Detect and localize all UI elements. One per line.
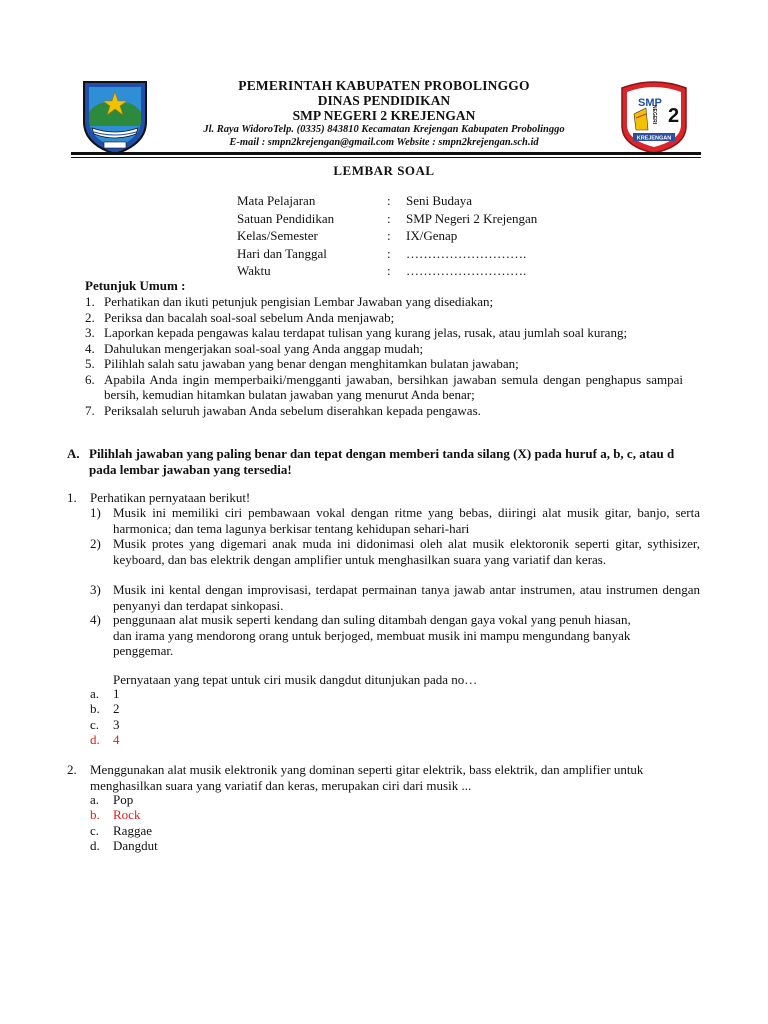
statement-number: 1) xyxy=(90,505,101,520)
option-letter: c. xyxy=(90,717,100,732)
instruction-text: Periksalah seluruh jawaban Anda sebelum diserahkan kepada pengawas. xyxy=(104,402,481,418)
instruction-item xyxy=(85,356,683,372)
section-instruction: Pilihlah jawaban yang paling benar dan tepat dengan memberi tanda silang (X) pada huruf a, b, c, atau d pada lembar jawaban yang tersedia! xyxy=(89,446,675,477)
instruction-number: 3. xyxy=(85,325,95,340)
instruction-item xyxy=(85,325,683,341)
question-1 xyxy=(67,490,707,506)
instruction-number: 5. xyxy=(85,356,95,371)
government-name: PEMERINTAH KABUPATEN PROBOLINGGO xyxy=(238,78,530,93)
statement-item xyxy=(90,582,700,613)
option-letter: c. xyxy=(90,823,100,838)
instruction-text: Dahulukan mengerjakan soal-soal yang Anda anggap mudah; xyxy=(104,340,424,356)
identity-label: Kelas/Semester xyxy=(237,228,318,243)
option-letter: d. xyxy=(90,732,100,747)
identity-colon: : xyxy=(387,245,391,261)
identity-value: ………………………. xyxy=(406,263,527,278)
option-letter: d. xyxy=(90,838,100,853)
section-a-heading xyxy=(67,446,699,478)
option-text: Raggae xyxy=(113,823,152,838)
option-text: Dangdut xyxy=(113,838,158,853)
identity-label: Mata Pelajaran xyxy=(237,193,316,208)
identity-value: Seni Budaya xyxy=(406,193,473,208)
instruction-item xyxy=(85,403,683,419)
identity-value: ………………………. xyxy=(406,245,527,261)
statement-text: Musik ini memiliki ciri pembawaan vokal dengan ritme yang bebas, diiringi alat musik gitar, banjo, serta harmonica; dan tema lagunya berkisar tentang kehidupan sehari-hari xyxy=(113,505,700,536)
identity-label: Satuan Pendidikan xyxy=(237,210,335,226)
identity-label: Waktu xyxy=(237,263,271,278)
section-letter: A. xyxy=(67,446,80,461)
svg-text:KREJENGAN: KREJENGAN xyxy=(636,135,672,142)
letterhead-rule-thick xyxy=(71,152,701,155)
instruction-item xyxy=(85,294,683,310)
instruction-item xyxy=(85,372,683,403)
instruction-number: 7. xyxy=(85,402,95,418)
identity-colon: : xyxy=(387,193,391,208)
instructions-title: Petunjuk Umum : xyxy=(85,278,186,293)
question-text: Perhatikan pernyataan berikut! xyxy=(90,490,251,505)
instruction-number: 2. xyxy=(85,309,95,325)
prompt-text: Pernyataan yang tepat untuk ciri musik dangdut ditunjukan pada no… xyxy=(113,672,478,687)
letterhead-rule-thin xyxy=(71,157,701,158)
option-text: 1 xyxy=(113,686,120,701)
option-letter: b. xyxy=(90,807,100,822)
instruction-number: 1. xyxy=(85,294,95,309)
option-text: Pop xyxy=(113,792,134,807)
identity-colon: : xyxy=(387,228,391,243)
instruction-number: 4. xyxy=(85,340,95,356)
option-text: 3 xyxy=(113,717,120,732)
instruction-text: Apabila Anda ingin memperbaiki/mengganti jawaban, bersihkan jawaban semula dengan penghapus sampai bersih, kemudian hitamkan bulatan jawaban yang menurut Anda benar; xyxy=(104,371,683,402)
school-logo xyxy=(616,78,692,154)
instruction-text: Periksa dan bacalah soal-soal sebelum Anda menjawab; xyxy=(104,309,395,325)
document-title: LEMBAR SOAL xyxy=(333,163,435,178)
instruction-item xyxy=(85,310,683,326)
school-contact: E-mail : smpn2krejengan@gmail.com Website : smpn2krejengan.sch.id xyxy=(229,137,539,148)
probolinggo-regency-emblem xyxy=(80,78,150,156)
svg-text:2: 2 xyxy=(668,105,680,127)
letterhead xyxy=(160,78,608,149)
option-letter: a. xyxy=(90,792,100,807)
instructions-list xyxy=(85,294,683,418)
statement-text: Musik ini kental dengan improvisasi, terdapat permainan tanya jawab antar instrumen, atau instrumen dengan penyanyi dan terdapat sinkopasi. xyxy=(113,582,700,613)
instruction-number: 6. xyxy=(85,371,95,387)
statement-item xyxy=(90,536,700,567)
department-name: DINAS PENDIDIKAN xyxy=(317,93,451,108)
question-number: 2. xyxy=(67,762,77,777)
statement-number: 2) xyxy=(90,536,101,551)
svg-text:NEGERI: NEGERI xyxy=(651,105,657,125)
statement-item xyxy=(90,505,700,536)
identity-value: SMP Negeri 2 Krejengan xyxy=(406,210,538,226)
instruction-item xyxy=(85,341,683,357)
option-text: 2 xyxy=(113,701,120,716)
svg-text:SMP: SMP xyxy=(638,97,662,109)
question-number: 1. xyxy=(67,490,77,505)
question-2 xyxy=(67,762,707,794)
statement-text: Musik protes yang digemari anak muda ini didonimasi oleh alat musik elektoronik seperti gitar, sythisizer, keyboard, dan bas elektrik dengan amplifier untuk menghasilkan suara yang variatif dan keras. xyxy=(113,536,700,567)
question-prompt xyxy=(113,672,673,688)
statement-number: 4) xyxy=(90,612,101,627)
option-text: Rock xyxy=(113,807,141,822)
option-text: 4 xyxy=(113,732,120,747)
identity-label: Hari dan Tanggal xyxy=(237,245,327,261)
option-letter: a. xyxy=(90,686,100,701)
identity-value: IX/Genap xyxy=(406,228,458,243)
question-text: Menggunakan alat musik elektronik yang dominan seperti gitar elektrik, bass elektrik, dan amplifier untuk menghasilkan suara yang variatif dan keras, merupakan ciri dari musik ... xyxy=(90,762,644,793)
option-letter: b. xyxy=(90,701,100,716)
instruction-text: Perhatikan dan ikuti petunjuk pengisian Lembar Jawaban yang disediakan; xyxy=(104,294,494,309)
school-address: Jl. Raya WidoroTelp. (0335) 843810 Kecamatan Krejengan Kabupaten Probolinggo xyxy=(203,124,565,135)
instruction-text: Laporkan kepada pengawas kalau terdapat tulisan yang kurang jelas, rusak, atau jumlah soal kurang; xyxy=(104,325,628,340)
statement-item xyxy=(90,612,650,659)
identity-colon: : xyxy=(387,210,391,226)
school-name: SMP NEGERI 2 KREJENGAN xyxy=(292,108,476,123)
identity-colon: : xyxy=(387,263,391,278)
statement-text: penggunaan alat musik seperti kendang dan suling ditambah dengan gaya vokal yang penuh hiasan, dan irama yang mendorong orang untuk berjoged, membuat musik ini mampu mengundang banyak penggemar. xyxy=(113,612,631,658)
statement-number: 3) xyxy=(90,582,101,597)
instruction-text: Pilihlah salah satu jawaban yang benar dengan menghitamkan bulatan jawaban; xyxy=(104,356,519,371)
